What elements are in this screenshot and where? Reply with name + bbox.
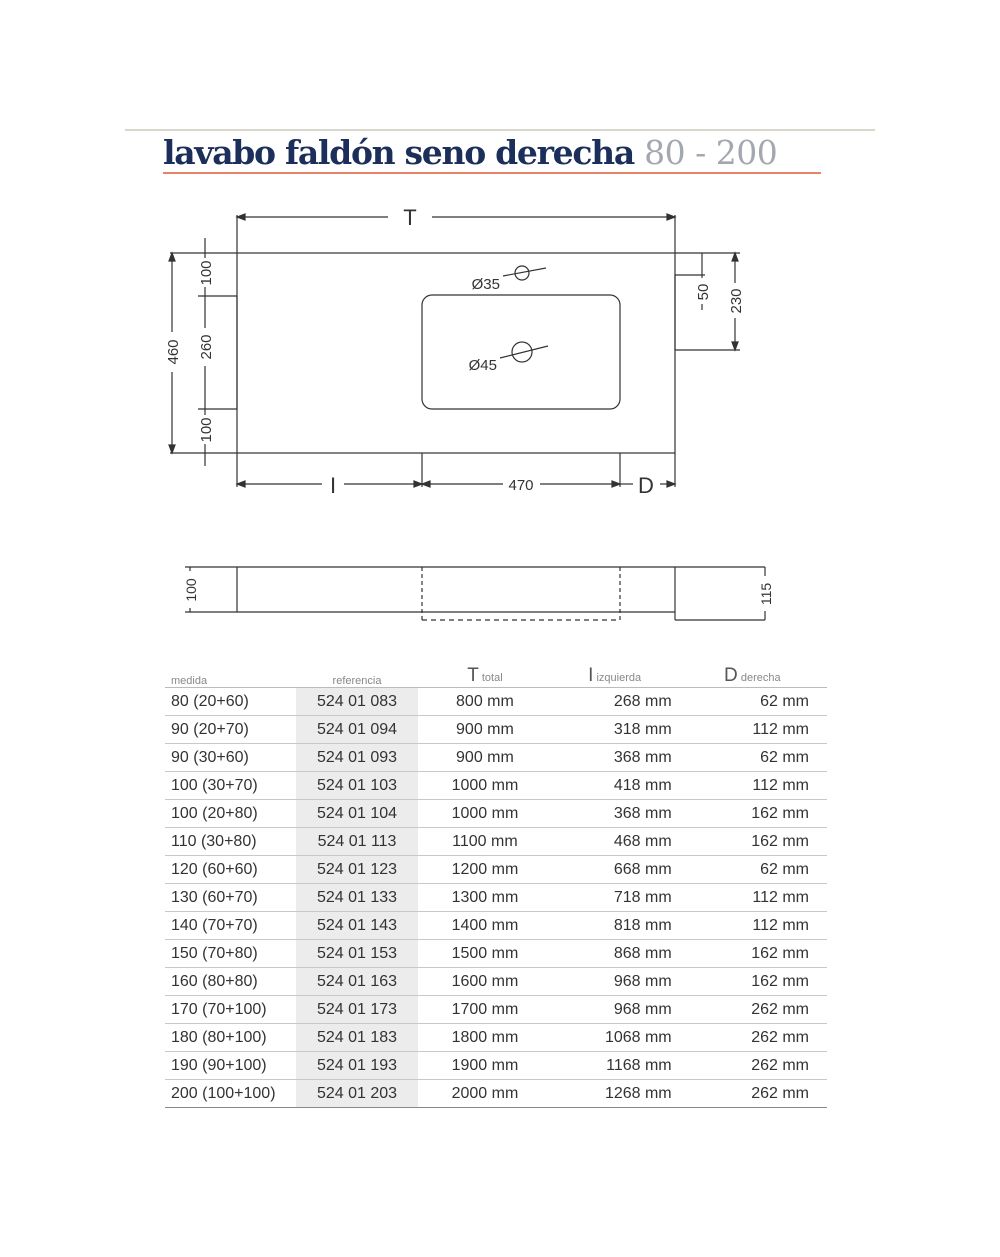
dim-100-bottom: 100 [198,417,215,443]
header-derecha: D derecha [690,660,827,688]
table-row: 190 (90+100) 524 01 193 1900 mm 1168 mm 262 mm [165,1052,827,1080]
dim-470: 470 [508,477,534,494]
header-total: T total [418,660,551,688]
table-row: 80 (20+60) 524 01 083 800 mm 268 mm 62 mm [165,688,827,716]
label-I: I [329,473,337,498]
table-row: 160 (80+80) 524 01 163 1600 mm 968 mm 162 mm [165,968,827,996]
table-row: 120 (60+60) 524 01 123 1200 mm 668 mm 62 mm [165,856,827,884]
table-row: 130 (60+70) 524 01 133 1300 mm 718 mm 112 mm [165,884,827,912]
table-row: 140 (70+70) 524 01 143 1400 mm 818 mm 112 mm [165,912,827,940]
label-T: T [403,205,417,230]
table-row: 200 (100+100) 524 01 203 2000 mm 1268 mm 262 mm [165,1080,827,1108]
table-header-row [165,660,827,688]
dim-460: 460 [165,339,182,365]
header-medida: medida [165,660,296,688]
countertop-outline [237,253,675,453]
dimensions-table [165,660,827,1108]
hole-45-label: Ø45 [468,357,497,374]
table-row: 110 (30+80) 524 01 113 1100 mm 468 mm 162 mm [165,828,827,856]
table-row: 100 (20+80) 524 01 104 1000 mm 368 mm 162 mm [165,800,827,828]
side-dim-115: 115 [758,582,774,606]
side-dim-100: 100 [183,578,199,602]
basin-outline [422,295,620,409]
dim-50: 50 [695,283,712,301]
title-main: lavabo faldón seno derecha [163,133,634,172]
dim-260: 260 [198,334,215,360]
label-D: D [638,473,654,498]
table-row: 170 (70+100) 524 01 173 1700 mm 968 mm 262 mm [165,996,827,1024]
header-izquierda: I izquierda [552,660,690,688]
dim-100-top: 100 [198,260,215,286]
table-row: 90 (30+60) 524 01 093 900 mm 368 mm 62 mm [165,744,827,772]
title-range: 80 - 200 [644,133,778,172]
table-row: 90 (20+70) 524 01 094 900 mm 318 mm 112 mm [165,716,827,744]
table-row: 180 (80+100) 524 01 183 1800 mm 1068 mm 262 mm [165,1024,827,1052]
header-referencia: referencia [296,660,418,688]
side-view [185,567,765,620]
dim-230: 230 [728,288,745,314]
table-row: 100 (30+70) 524 01 103 1000 mm 418 mm 112 mm [165,772,827,800]
table-row: 150 (70+80) 524 01 153 1500 mm 868 mm 162 mm [165,940,827,968]
hole-35-label: Ø35 [471,276,500,293]
